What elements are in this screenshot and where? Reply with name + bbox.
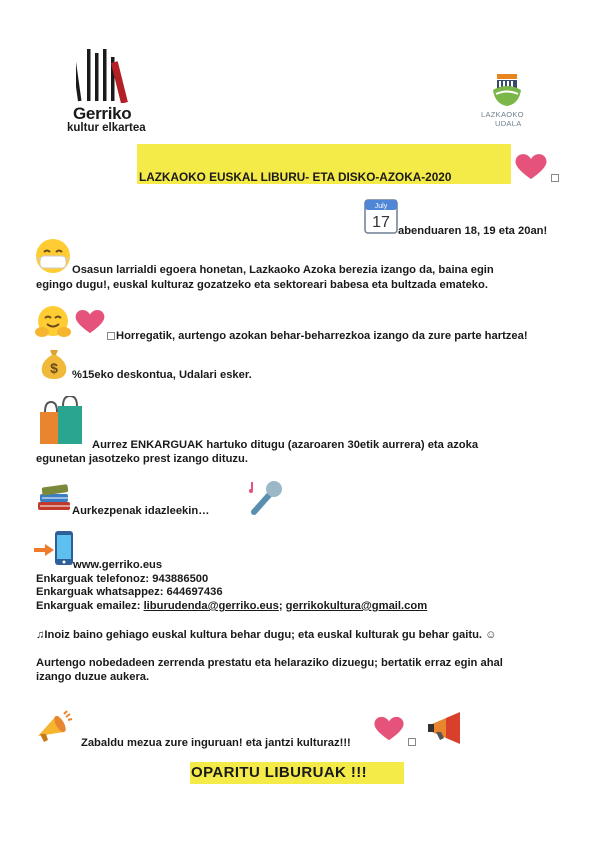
page-title: LAZKAOKO EUSKAL LIBURU- ETA DISKO-AZOKA-2020 (139, 170, 452, 184)
udala-name-line1: LAZKAOKO (481, 110, 524, 119)
calendar-icon (364, 198, 398, 234)
loudspeaker-icon (34, 710, 74, 746)
mask-face-icon (34, 238, 72, 274)
placeholder-box-icon (408, 738, 416, 746)
microphone-icon (248, 478, 284, 516)
udala-name-line2: UDALA (495, 119, 522, 128)
svg-text:$: $ (50, 360, 58, 376)
email-separator: ; (278, 600, 286, 612)
event-dates: abenduaren 18, 19 eta 20an! (398, 225, 548, 237)
participation-text (107, 329, 528, 343)
email-label: Enkarguak emailez: (36, 600, 144, 612)
placeholder-box-icon (551, 174, 559, 182)
culture-text: Inoiz baino gehiago euskal kultura behar dugu; eta euskal kulturak gu behar gaitu. (44, 629, 483, 641)
heart-icon (74, 308, 106, 334)
culture-line (36, 628, 497, 642)
list-line-1: Aurtengo nobedadeen zerrenda prestatu eta helaraziko dizuegu; bertatik erraz egin ahal (36, 657, 503, 669)
arrow-icon (34, 544, 54, 556)
calendar-month: July (374, 203, 388, 210)
money-bag-icon (38, 346, 70, 380)
list-line-2: izango duzue aukera. (36, 671, 150, 683)
phone-text: Enkarguak telefonoz: 943886500 (36, 573, 209, 585)
intro-line-1: Osasun larrialdi egoera honetan, Lazkaoko Azoka berezia izango da, baina egin (72, 264, 494, 276)
books-icon (36, 480, 72, 512)
email-link-1[interactable]: liburudenda@gerriko.eus (143, 600, 279, 612)
orders-line-2: egunetan jasotzeko prest izango dituzu. (36, 453, 248, 465)
email-line (36, 599, 427, 613)
music-note-icon: ♫ (36, 629, 45, 641)
participation-label: Horregatik, aurtengo azokan behar-beharrezkoa izango da zure parte hartzea! (116, 330, 528, 342)
calendar-day: 17 (372, 214, 390, 231)
website-link[interactable]: www.gerriko.eus (73, 559, 163, 571)
hugging-face-icon (34, 305, 72, 339)
intro-line-2: egingo dugu!, euskal kulturaz gozatzeko eta sektoreari babesa eta bultzada emateko. (36, 279, 488, 291)
shopping-bags-icon (38, 396, 84, 446)
gift-books-text: OPARITU LIBURUAK !!! (191, 764, 368, 781)
email-link-2[interactable]: gerrikokultura@gmail.com (285, 600, 428, 612)
gerriko-logo-mark (76, 47, 136, 103)
mobile-phone-icon (54, 530, 74, 566)
logo-name: Gerriko (73, 104, 132, 123)
whatsapp-text: Enkarguak whatsappez: 644697436 (36, 586, 223, 598)
share-text: Zabaldu mezua zure inguruan! eta jantzi kulturaz!!! (81, 737, 351, 749)
orders-line-1: Aurrez ENKARGUAK hartuko ditugu (azaroaren 30etik aurrera) eta azoka (92, 439, 479, 451)
smiley-icon: ☺ (485, 629, 497, 641)
discount-text: %15eko deskontua, Udalari esker. (72, 369, 252, 381)
placeholder-box-icon (107, 332, 115, 340)
udala-logo-mark (490, 72, 524, 108)
logo-subtitle: kultur elkartea (67, 122, 146, 134)
heart-icon (373, 714, 405, 742)
megaphone-icon (428, 712, 466, 744)
presentations-text: Aurkezpenak idazleekin… (72, 505, 210, 517)
heart-icon (514, 152, 548, 180)
